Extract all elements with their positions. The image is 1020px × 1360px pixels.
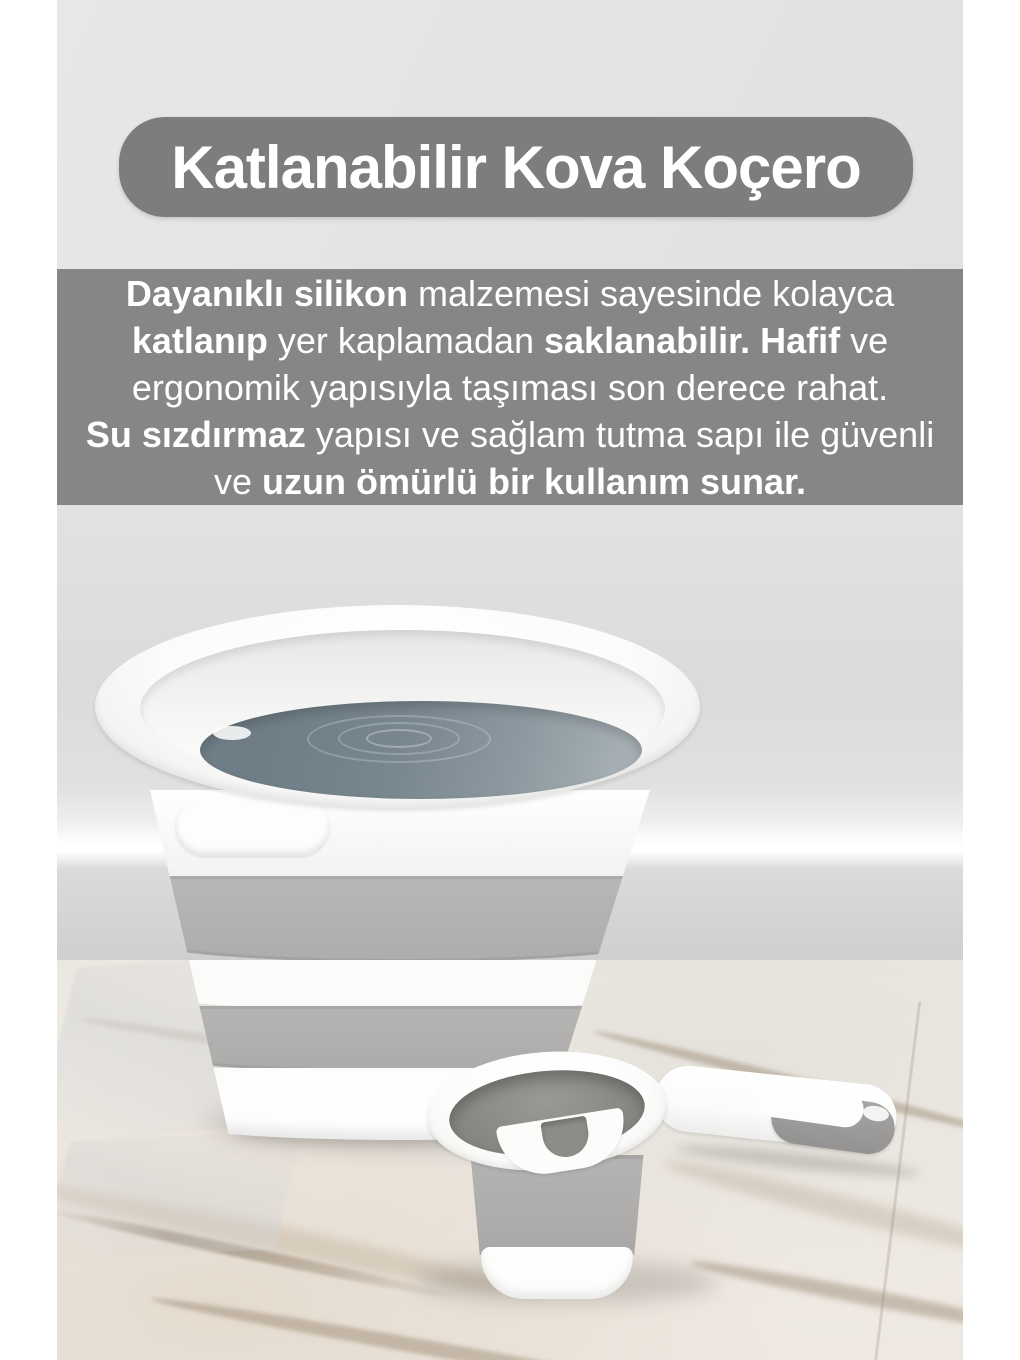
description-line (126, 270, 894, 317)
description-segment: malzemesi sayesinde kolayca (407, 272, 895, 314)
bucket-gray-band (150, 876, 650, 962)
description-segment: yapısı ve sağlam tutma sapı ile güvenli (305, 413, 935, 455)
description-segment: ve (213, 460, 262, 502)
description-block (57, 269, 963, 505)
marble-vein (689, 1255, 963, 1341)
description-line (86, 411, 934, 458)
marble-vein (150, 1292, 724, 1360)
bucket-rim (95, 605, 700, 808)
description-segment: ergonomik yapısıyla taşıması son derece rahat. (131, 366, 889, 408)
description-segment: ve (840, 319, 889, 361)
title-banner (119, 117, 913, 217)
description-segment: yer kaplamadan (267, 319, 545, 361)
bucket-handle-tab (175, 797, 330, 857)
description-line (214, 458, 806, 505)
bucket-white-band (150, 960, 650, 1010)
water-highlight (213, 726, 251, 740)
product-photo (57, 505, 963, 1360)
product-title: Katlanabilir Kova Koçero (171, 133, 861, 201)
water-ripple (366, 729, 432, 748)
description-segment: uzun ömürlü bir kullanım sunar. (261, 460, 807, 502)
description-segment: Dayanıklı silikon (125, 272, 408, 314)
header-section (57, 0, 963, 269)
description-segment: Su sızdırmaz (85, 413, 306, 455)
floor-reflection (57, 1129, 303, 1261)
description-line (132, 317, 888, 364)
description-line (132, 364, 888, 411)
description-segment: katlanıp (131, 319, 268, 361)
description-segment: saklanabilir. Hafif (544, 319, 841, 361)
scoop-base (481, 1247, 633, 1299)
